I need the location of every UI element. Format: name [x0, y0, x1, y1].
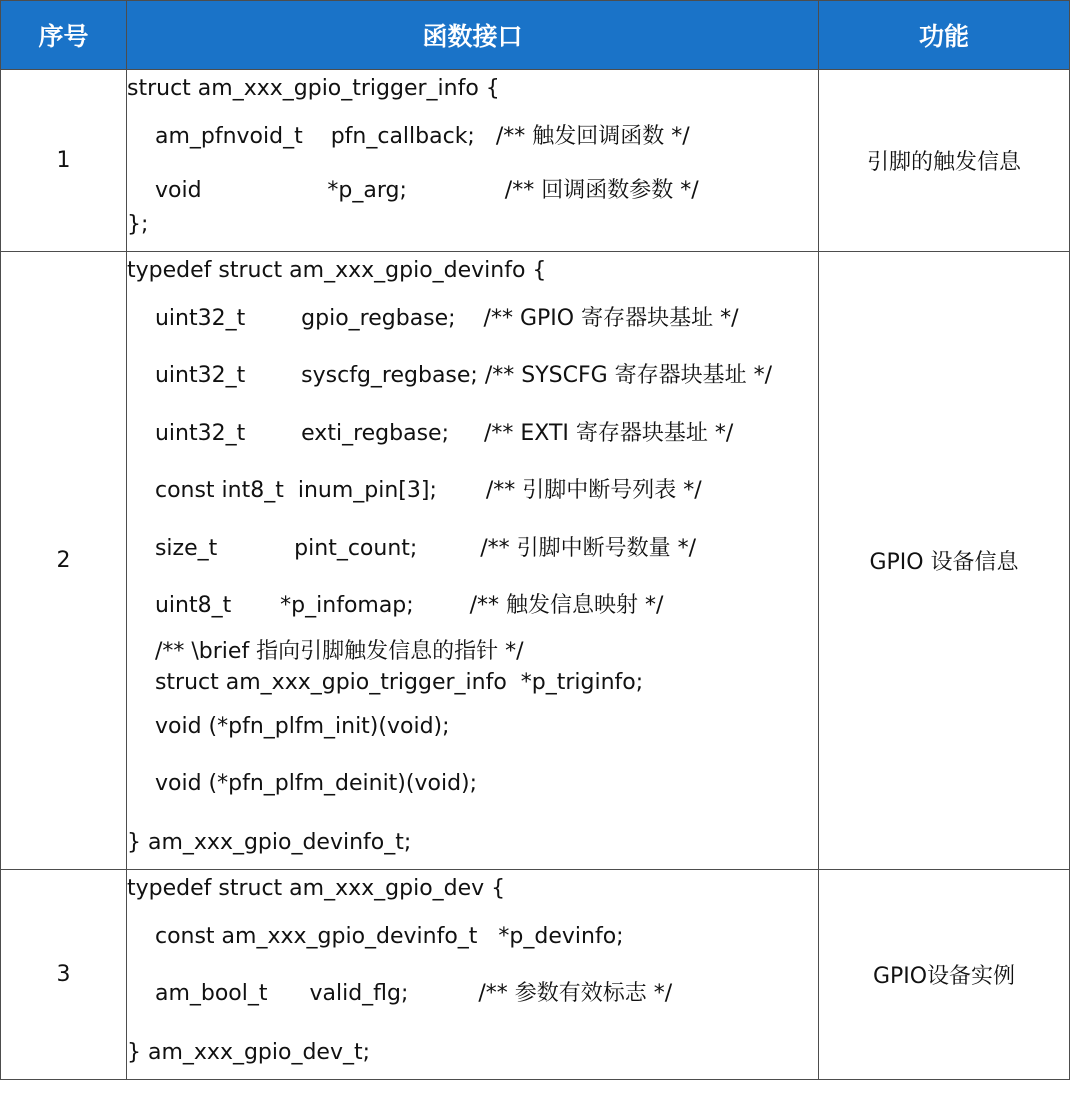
row-index: 2	[1, 251, 127, 869]
code-line: am_pfnvoid_t pfn_callback; /** 触发回调函数 */	[127, 124, 690, 149]
code-line: uint32_t syscfg_regbase; /** SYSCFG 寄存器块基址 */	[127, 363, 773, 388]
code-line: uint8_t *p_infomap; /** 触发信息映射 */	[127, 593, 664, 618]
header-function: 功能	[819, 1, 1070, 70]
row-function: 引脚的触发信息	[819, 70, 1070, 252]
header-row	[1, 1, 1070, 70]
code-line: };	[127, 211, 149, 237]
code-line: uint32_t exti_regbase; /** EXTI 寄存器块基址 */	[127, 420, 734, 446]
code-cell	[127, 70, 819, 252]
code-line: } am_xxx_gpio_devinfo_t;	[127, 829, 412, 855]
row-index: 3	[1, 869, 127, 1079]
header-index: 序号	[1, 1, 127, 70]
code-line: void (*pfn_plfm_init)(void);	[127, 713, 450, 739]
code-cell	[127, 869, 819, 1079]
code-line: const am_xxx_gpio_devinfo_t *p_devinfo;	[127, 923, 624, 949]
row-index: 1	[1, 70, 127, 252]
row-function: GPIO 设备信息	[819, 251, 1070, 869]
code-cell	[127, 251, 819, 869]
code-line: } am_xxx_gpio_dev_t;	[127, 1039, 371, 1065]
code-line: struct am_xxx_gpio_trigger_info *p_triginfo;	[127, 669, 644, 695]
table-row-3	[1, 869, 1070, 1079]
code-line: struct am_xxx_gpio_trigger_info {	[127, 76, 500, 101]
code-line: size_t pint_count; /** 引脚中断号数量 */	[127, 535, 697, 561]
code-line: void (*pfn_plfm_deinit)(void);	[127, 771, 478, 796]
code-line: const int8_t inum_pin[3]; /** 引脚中断号列表 */	[127, 478, 702, 503]
table-row-1	[1, 70, 1070, 252]
code-line: /** \brief 指向引脚触发信息的指针 */	[127, 638, 524, 664]
code-line: am_bool_t valid_flg; /** 参数有效标志 */	[127, 981, 673, 1006]
code-line: uint32_t gpio_regbase; /** GPIO 寄存器块基址 */	[127, 305, 739, 331]
header-interface: 函数接口	[127, 1, 819, 70]
table-row-2	[1, 251, 1070, 869]
code-line: typedef struct am_xxx_gpio_dev {	[127, 875, 506, 901]
row-function: GPIO设备实例	[819, 869, 1070, 1079]
code-line: void *p_arg; /** 回调函数参数 */	[127, 177, 699, 203]
code-line: typedef struct am_xxx_gpio_devinfo {	[127, 257, 547, 283]
